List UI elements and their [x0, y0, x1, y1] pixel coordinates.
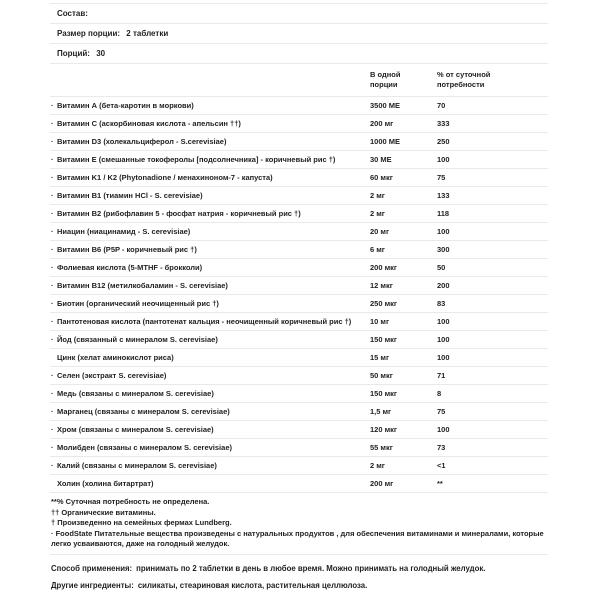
- nutrient-dv: 100: [437, 334, 450, 344]
- nutrient-dv: 71: [437, 370, 446, 380]
- nutrient-dv: 100: [437, 154, 450, 164]
- nutrient-amount: 2 мг: [370, 208, 385, 218]
- nutrient-row: [50, 168, 548, 186]
- bullet-marker: ·: [51, 136, 54, 146]
- nutrient-dv: 250: [437, 136, 450, 146]
- bullet-marker: ·: [51, 244, 54, 254]
- supplement-facts-panel: [50, 3, 548, 591]
- nutrient-amount: 2 мг: [370, 460, 385, 470]
- nutrient-row: [50, 258, 548, 276]
- nutrient-name: Витамин B1 (тиамин HCl - S. cerevisiae): [57, 190, 203, 200]
- nutrient-name: Фолиевая кислота (5-MTHF - брокколи): [57, 262, 203, 272]
- nutrient-name: Пантотеновая кислота (пантотенат кальция - неочищенный коричневый рис †): [57, 316, 352, 326]
- nutrient-name: Витамин B2 (рибофлавин 5 - фосфат натрия - коричневый рис †): [57, 208, 301, 218]
- header-dv-cell: [437, 70, 548, 90]
- header-amount-cell: [370, 70, 437, 90]
- dv-column-header: % от суточной потребности: [437, 70, 491, 89]
- nutrient-amount: 200 мг: [370, 478, 394, 488]
- nutrient-name: Витамин B12 (метилкобаламин - S. cerevisiae): [57, 280, 228, 290]
- bullet-marker: ·: [51, 370, 54, 380]
- nutrient-name-cell: [50, 173, 370, 183]
- nutrient-amount: 3500 МЕ: [370, 100, 401, 110]
- nutrient-row: [50, 294, 548, 312]
- nutrient-name: Витамин B6 (P5P - коричневый рис †): [57, 244, 197, 254]
- nutrient-name-cell: [50, 281, 370, 291]
- nutrient-amount: 1000 МЕ: [370, 136, 401, 146]
- nutrient-name: Медь (связаны с минералом S. cerevisiae): [57, 388, 214, 398]
- nutrient-row: [50, 456, 548, 474]
- nutrient-row: [50, 240, 548, 258]
- nutrient-amount: 250 мкг: [370, 298, 398, 308]
- nutrient-amount: 55 мкг: [370, 442, 393, 452]
- nutrient-amount: 120 мкг: [370, 424, 398, 434]
- nutrient-row: [50, 384, 548, 402]
- servings-value: 30: [96, 49, 106, 58]
- table-header-row: [50, 63, 548, 96]
- nutrient-dv: 100: [437, 226, 450, 236]
- nutrient-row: [50, 186, 548, 204]
- nutrient-dv: 83: [437, 298, 446, 308]
- nutrient-row: [50, 132, 548, 150]
- nutrient-name-cell: [50, 263, 370, 273]
- nutrient-row: [50, 222, 548, 240]
- nutrient-dv: 8: [437, 388, 442, 398]
- nutrient-name-cell: [50, 317, 370, 327]
- nutrient-name-cell: [50, 119, 370, 129]
- bullet-marker: ·: [51, 406, 54, 416]
- nutrient-dv: 73: [437, 442, 446, 452]
- nutrient-name: Витамин D3 (холекальциферол - S.cerevisiae): [57, 136, 227, 146]
- nutrient-amount: 150 мкг: [370, 388, 398, 398]
- nutrient-amount: 2 мг: [370, 190, 385, 200]
- nutrient-row: [50, 114, 548, 132]
- nutrient-amount: 10 мг: [370, 316, 390, 326]
- nutrient-name: Витамин K1 / K2 (Phytonadione / менахиноном-7 - капуста): [57, 172, 273, 182]
- nutrient-name-cell: [50, 407, 370, 417]
- nutrient-amount: 15 мг: [370, 352, 390, 362]
- nutrient-row: [50, 348, 548, 366]
- bullet-marker: ·: [51, 208, 54, 218]
- bullet-marker: ·: [51, 460, 54, 470]
- nutrient-name-cell: [50, 245, 370, 255]
- serving-size-label: Размер порции:: [57, 29, 121, 38]
- amount-column-header: В одной порции: [370, 70, 401, 89]
- bullet-marker: ·: [51, 154, 54, 164]
- nutrient-dv: 118: [437, 208, 450, 218]
- nutrient-amount: 200 мг: [370, 118, 394, 128]
- nutrient-name: Калий (связаны с минералом S. cerevisiae): [57, 460, 217, 470]
- nutrient-name-cell: [50, 335, 370, 345]
- usage-label: Способ применения:: [51, 563, 133, 573]
- nutrient-amount: 6 мг: [370, 244, 385, 254]
- usage-text: принимать по 2 таблетки в день в любое время. Можно принимать на голодный желудок.: [136, 563, 486, 573]
- nutrient-name-cell: [50, 299, 370, 309]
- nutrient-row: [50, 330, 548, 348]
- nutrient-name-cell: [50, 191, 370, 201]
- composition-row: [50, 3, 548, 23]
- bullet-marker: ·: [51, 100, 54, 110]
- footnotes-block: [50, 492, 548, 555]
- table-body: [50, 96, 548, 492]
- nutrient-name-cell: [50, 371, 370, 381]
- nutrient-name-cell: [50, 353, 370, 363]
- bullet-marker: ·: [51, 190, 54, 200]
- nutrition-table: [50, 63, 548, 492]
- bullet-marker: ·: [51, 334, 54, 344]
- nutrient-name-cell: [50, 443, 370, 453]
- nutrient-amount: 50 мкг: [370, 370, 393, 380]
- bullet-marker: ·: [51, 442, 54, 452]
- nutrient-row: [50, 420, 548, 438]
- bullet-marker: ·: [51, 118, 54, 128]
- bullet-marker: ·: [51, 316, 54, 326]
- nutrient-name: Витамин А (бета-каротин в моркови): [57, 100, 194, 110]
- footnote-line: †† Органические витамины.: [51, 507, 156, 517]
- nutrient-name: Йод (связанный с минералом S. cerevisiae): [57, 334, 218, 344]
- nutrient-name: Биотин (органический неочищенный рис †): [57, 298, 219, 308]
- nutrient-amount: 60 мкг: [370, 172, 393, 182]
- bullet-marker: ·: [51, 388, 54, 398]
- nutrient-name-cell: [50, 479, 370, 489]
- bullet-marker: ·: [51, 298, 54, 308]
- nutrient-dv: 100: [437, 424, 450, 434]
- nutrient-row: [50, 402, 548, 420]
- nutrient-name: Ниацин (ниацинамид - S. cerevisiae): [57, 226, 191, 236]
- nutrient-dv: 100: [437, 316, 450, 326]
- bullet-marker: ·: [51, 280, 54, 290]
- nutrient-row: [50, 96, 548, 114]
- nutrient-name: Холин (холина битартрат): [57, 478, 154, 488]
- nutrient-row: [50, 150, 548, 168]
- nutrient-name-cell: [50, 101, 370, 111]
- nutrient-name-cell: [50, 227, 370, 237]
- nutrient-name: Хром (связаны с минералом S. cerevisiae): [57, 424, 214, 434]
- nutrient-dv: 75: [437, 172, 446, 182]
- nutrient-row: [50, 312, 548, 330]
- nutrient-dv: 70: [437, 100, 446, 110]
- usage-paragraph: [50, 564, 548, 574]
- nutrient-name: Селен (экстракт S. cerevisiae): [57, 370, 167, 380]
- nutrient-dv: 300: [437, 244, 450, 254]
- footnote-line: † Произведенно на семейных фермах Lundberg.: [51, 518, 232, 527]
- serving-size-row: [50, 23, 548, 43]
- nutrient-amount: 1,5 мг: [370, 406, 392, 416]
- nutrient-amount: 150 мкг: [370, 334, 398, 344]
- nutrient-name-cell: [50, 155, 370, 165]
- nutrient-dv: 50: [437, 262, 446, 272]
- nutrient-name-cell: [50, 137, 370, 147]
- nutrient-dv: 333: [437, 118, 450, 128]
- nutrient-row: [50, 366, 548, 384]
- nutrient-row: [50, 204, 548, 222]
- nutrient-amount: 200 мкг: [370, 262, 398, 272]
- bullet-marker: ·: [51, 226, 54, 236]
- nutrient-row: [50, 276, 548, 294]
- nutrient-row: [50, 438, 548, 456]
- nutrient-name: Витамин C (аскорбиновая кислота - апельсин ††): [57, 118, 241, 128]
- nutrient-dv: 100: [437, 352, 450, 362]
- nutrient-dv: **: [437, 478, 443, 488]
- serving-size-value: 2 таблетки: [126, 29, 169, 38]
- nutrient-name-cell: [50, 209, 370, 219]
- nutrient-dv: 133: [437, 190, 450, 200]
- nutrient-name: Марганец (связаны с минералом S. cerevisiae): [57, 406, 230, 416]
- nutrient-name-cell: [50, 389, 370, 399]
- bullet-marker: ·: [51, 262, 54, 272]
- other-ingredients-text: силикаты, стеариновая кислота, растительная целлюлоза.: [137, 580, 368, 590]
- bullet-marker: ·: [51, 172, 54, 182]
- composition-label: Состав:: [57, 9, 88, 18]
- nutrient-name-cell: [50, 461, 370, 471]
- nutrient-name: Молибден (связаны с минералом S. cerevisiae): [57, 442, 232, 452]
- nutrient-dv: 200: [437, 280, 450, 290]
- other-ingredients-paragraph: [50, 581, 548, 591]
- footnote-line: **% Суточная потребность не определена.: [51, 497, 210, 506]
- nutrient-row: [50, 474, 548, 492]
- nutrient-dv: <1: [437, 460, 446, 470]
- other-ingredients-label: Другие ингредиенты:: [51, 580, 134, 590]
- servings-row: [50, 43, 548, 63]
- bullet-marker: ·: [51, 424, 54, 434]
- nutrient-amount: 12 мкг: [370, 280, 393, 290]
- servings-label: Порций:: [57, 49, 90, 58]
- nutrient-name-cell: [50, 425, 370, 435]
- footnote-line: · FoodState Питательные вещества произведены с натуральных продуктов , для обеспечения витаминами и минералами, которые легко усваиваются, даже на голодный желудок.: [51, 528, 544, 548]
- nutrient-dv: 75: [437, 406, 446, 416]
- nutrient-name: Цинк (хелат аминокислот риса): [57, 352, 174, 362]
- nutrient-amount: 20 мг: [370, 226, 390, 236]
- nutrient-name: Витамин E (смешанные токоферолы [подсолнечника] - коричневый рис †): [57, 154, 336, 164]
- nutrient-amount: 30 МЕ: [370, 154, 392, 164]
